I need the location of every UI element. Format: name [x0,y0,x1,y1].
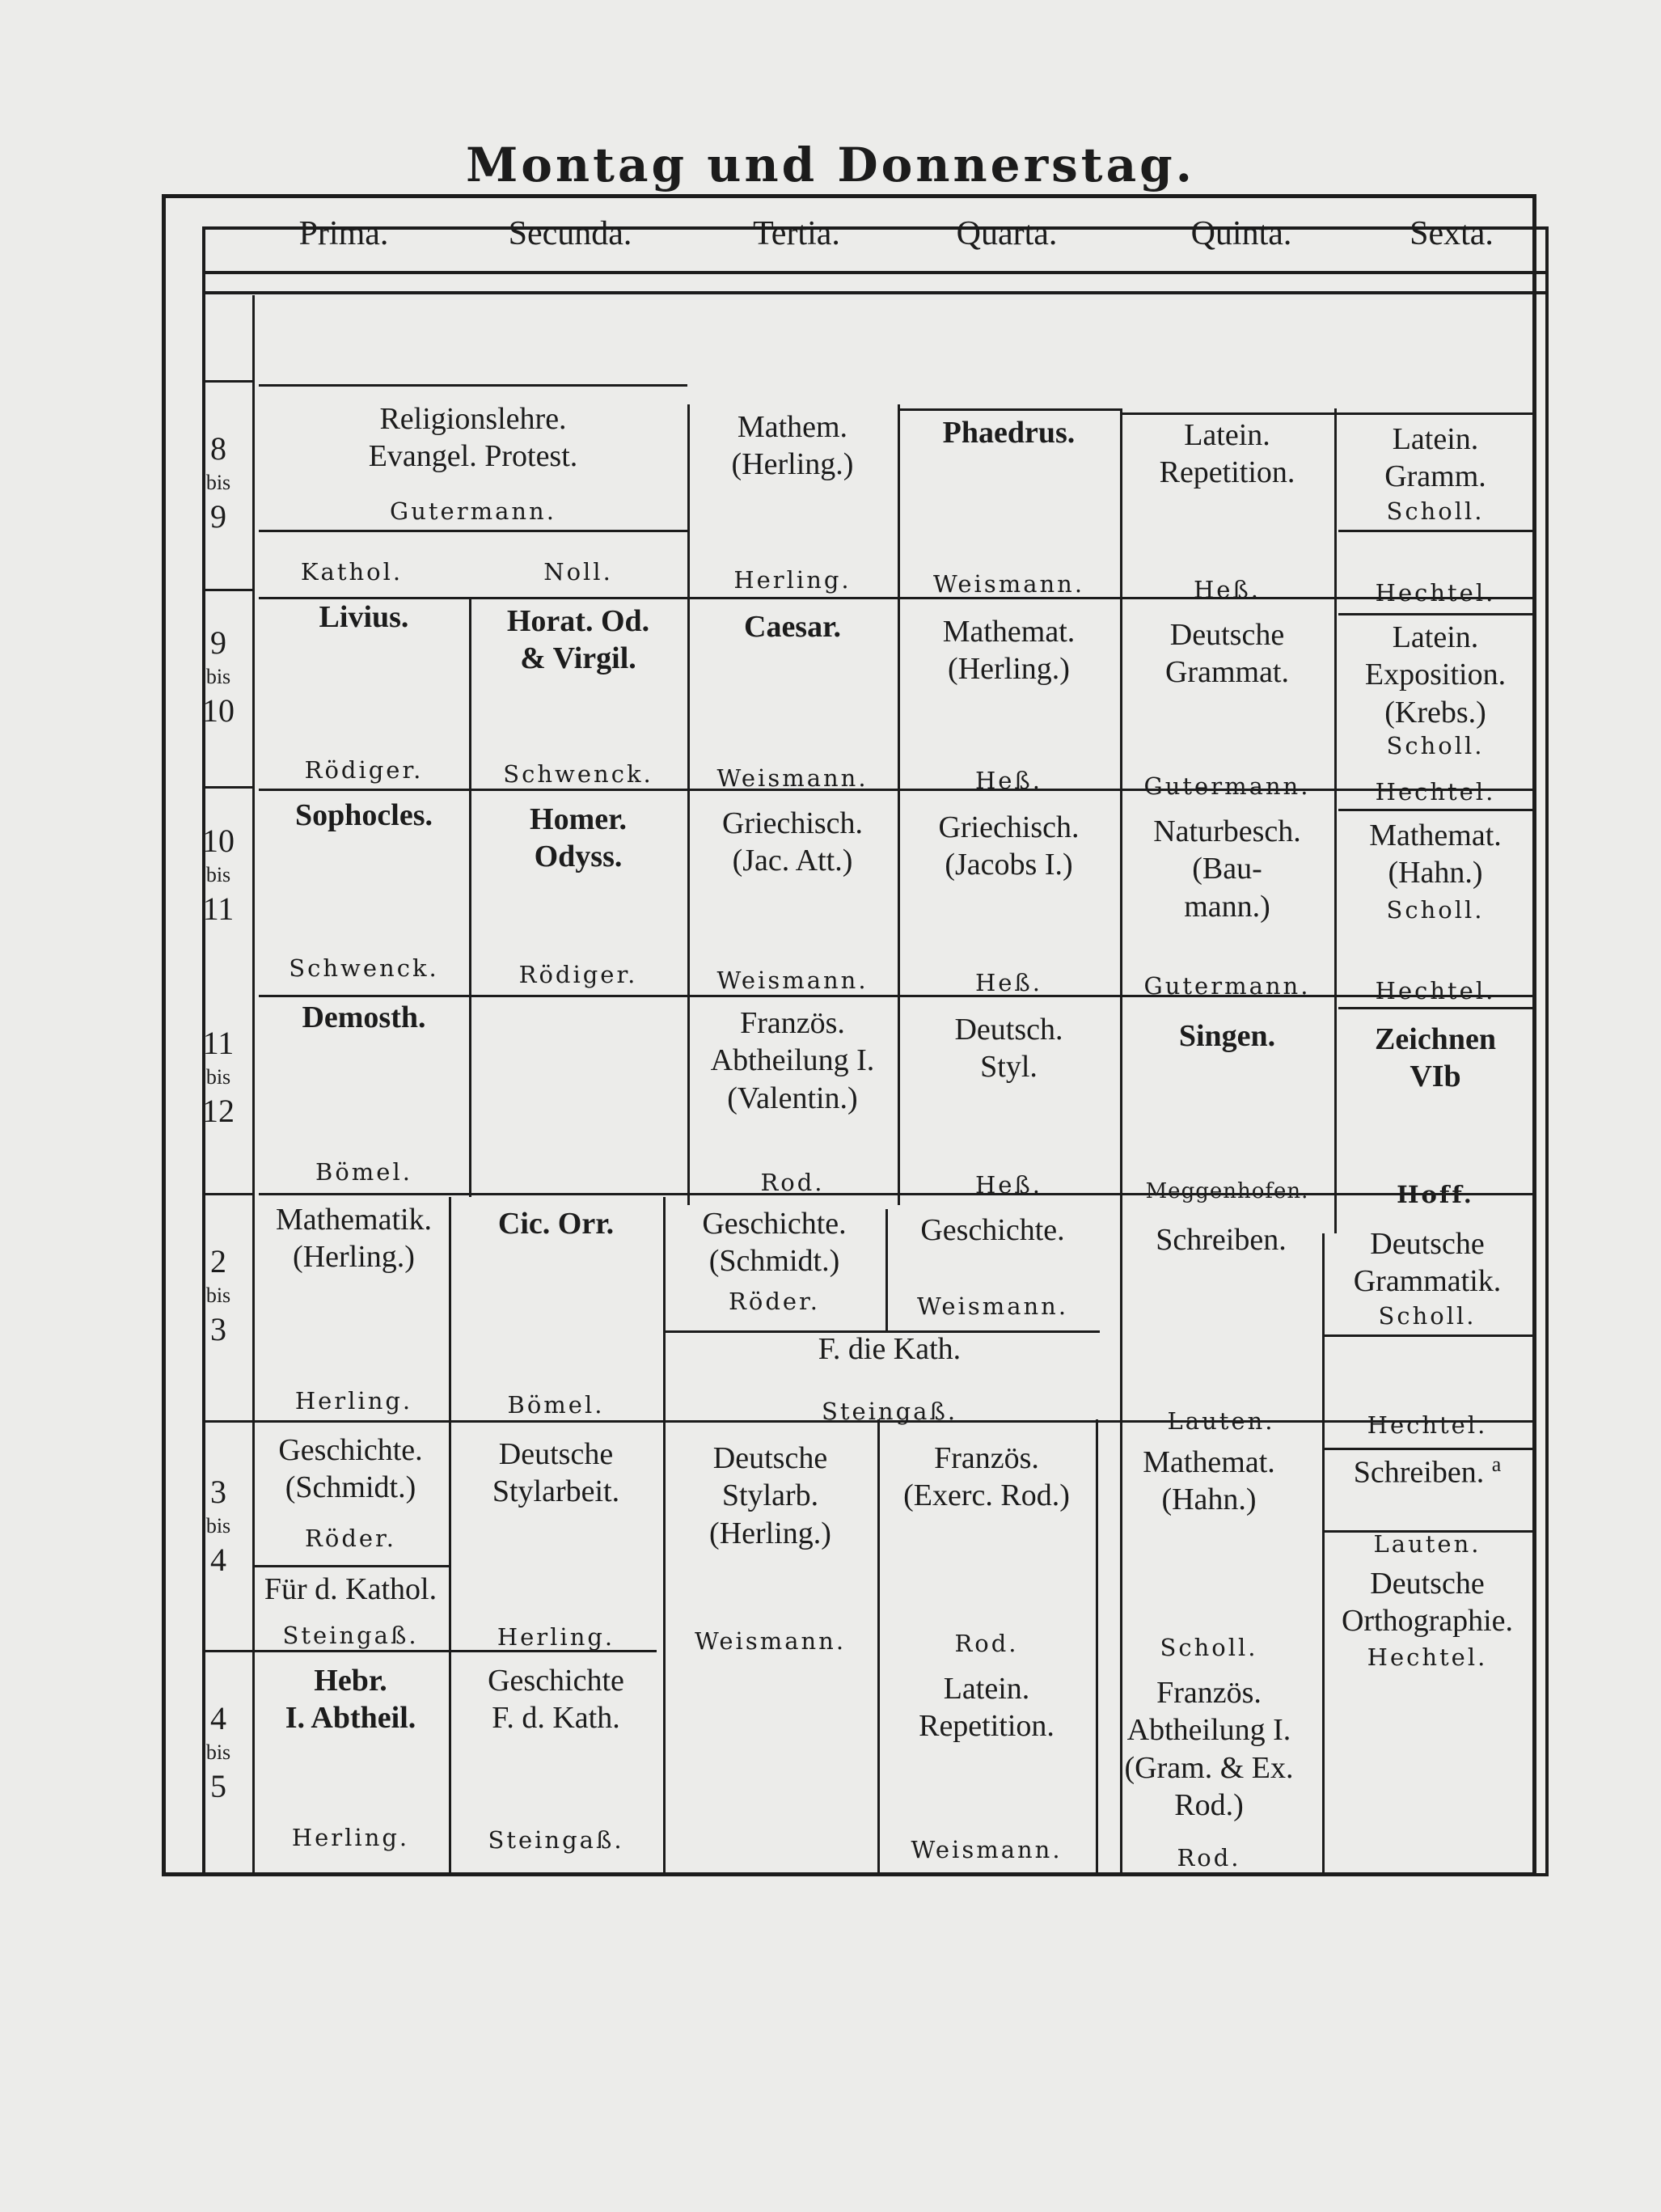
row-rule [259,384,687,387]
subject-cell: Geschichte. (Schmidt.) [702,1207,847,1279]
subject-cell: F. die Kath. [818,1332,962,1366]
teacher-label: Rödiger. [304,756,424,784]
subject-cell: Demosth. [302,1000,426,1034]
teacher-label: Weismann. [916,1292,1069,1320]
col-header-tertia: Tertia. [753,215,840,252]
subject-cell: Homer. Odyss. [530,802,627,874]
teacher-label: Steingaß. [821,1398,958,1425]
time-row-rule [202,380,252,383]
subject-cell: Deutsche Orthographie. [1341,1567,1514,1639]
teacher-label: Weismann. [716,966,869,994]
row-rule [1338,613,1532,615]
teacher-label: Meggenhofen. [1145,1179,1309,1203]
header-rule [202,271,1549,274]
teacher-label: Rödiger. [518,961,638,988]
subject-cell: Latein. Exposition. (Krebs.) [1364,620,1507,730]
teacher-label: Heß. [974,767,1043,794]
row-rule [1338,809,1532,811]
teacher-label: Weismann. [932,570,1085,598]
teacher-label: Rod. [1177,1844,1241,1872]
subject-cell: Caesar. [744,610,841,644]
teacher-label: Herling. [294,1387,413,1415]
subject-cell: Phaedrus. [942,416,1076,450]
subject-cell: Cic. Orr. [497,1207,615,1241]
teacher-label: Scholl. [1386,896,1485,924]
teacher-label: Steingaß. [488,1826,624,1854]
subject-cell: Deutsche Grammatik. [1353,1227,1502,1299]
subject-cell: Singen. [1178,1019,1276,1053]
subject-cell: Religionslehre. Evangel. Protest. [368,402,578,474]
time-row-rule [202,589,252,591]
teacher-label: Weismann. [694,1627,847,1655]
subject-cell: Mathemat. (Hahn.) [1369,818,1502,890]
subject-cell: Geschichte F. d. Kath. [488,1664,624,1736]
column-divider [449,1197,451,1876]
teacher-label: Scholl. [1386,497,1485,525]
time-slot: 11 bis 12 [202,1025,235,1129]
subject-cell: Französ. (Exerc. Rod.) [903,1441,1070,1513]
teacher-label: Bömel. [315,1158,412,1186]
subject-cell: Schreiben. [1156,1223,1287,1257]
subject-cell: Mathemat. (Hahn.) [1143,1445,1275,1517]
subject-cell: Latein. Repetition. [919,1672,1055,1744]
teacher-label: Gutermann. [1143,772,1311,800]
teacher-label: Gutermann. [390,497,556,525]
teacher-label: Weismann. [716,764,869,792]
column-divider [1334,408,1337,1233]
teacher-label: Bömel. [507,1391,605,1419]
time-row-rule [202,786,252,789]
subject-cell: Hebr. I. Abtheil. [285,1664,416,1736]
teacher-label: Weismann. [911,1836,1063,1863]
teacher-label: Herling. [497,1623,615,1651]
teacher-label: Hechtel. [1375,778,1496,806]
teacher-label: Kathol. [300,558,404,586]
teacher-label: Herling. [733,566,852,594]
teacher-label: Herling. [291,1824,410,1851]
time-slot: 3 bis 4 [205,1474,231,1578]
time-row-rule [202,1420,252,1423]
time-row-rule [202,1650,252,1652]
subject-cell: Schreiben. $^a$ [1353,1453,1502,1490]
time-row-rule [202,1193,252,1195]
subject-cell: Französ. Abtheilung I. (Valentin.) [710,1006,875,1115]
row-rule [252,1565,449,1567]
row-rule [1322,1334,1532,1337]
col-header-sexta: Sexta. [1410,215,1494,252]
subject-cell: Mathem. (Herling.) [731,410,854,482]
teacher-label: Scholl. [1378,1302,1477,1330]
col-header-secunda: Secunda. [508,215,632,252]
subject-cell: Latein. Repetition. [1159,418,1295,490]
subject-cell: Geschichte. [920,1213,1065,1247]
subject-cell: Deutsche Stylarbeit. [492,1437,620,1509]
teacher-label: Noll. [543,558,613,586]
subject-cell: Deutsch. Styl. [954,1013,1063,1085]
teacher-label: Gutermann. [1143,972,1311,1000]
row-rule [1338,1007,1532,1009]
teacher-label: Hechtel. [1367,1411,1488,1439]
teacher-label: Lauten. [1167,1407,1275,1435]
column-divider [469,598,471,1197]
row-rule [1120,412,1532,415]
subject-cell: Horat. Od. & Virgil. [506,604,650,676]
teacher-label: Heß. [974,1171,1043,1199]
teacher-label: Rod. [954,1630,1019,1657]
subject-cell: Livius. [319,600,409,634]
col-header-quarta: Quarta. [956,215,1058,252]
row-rule [1338,530,1532,532]
row-rule [1322,1448,1532,1450]
subject-cell: Mathemat. (Herling.) [942,615,1076,687]
subject-cell: Latein. Gramm. [1384,422,1486,494]
subject-cell: Zeichnen VIb [1375,1022,1496,1094]
subject-cell: Griechisch. (Jac. Att.) [721,806,864,878]
teacher-label: Heß. [974,969,1043,996]
footnote-mark: a [1491,1453,1502,1476]
teacher-label: Hechtel. [1375,579,1496,607]
page-title: Montag und Donnerstag. [466,137,1195,192]
subject-cell: Französ. Abtheilung I. (Gram. & Ex. Rod.) [1124,1676,1294,1823]
teacher-label: Hechtel. [1375,977,1496,1004]
teacher-label: Hechtel. [1367,1643,1488,1671]
subject-cell: Mathematik. (Herling.) [275,1203,433,1275]
time-slot: 2 bis 3 [205,1243,231,1347]
col-header-quinta: Quinta. [1190,215,1292,252]
teacher-label: Heß. [1193,576,1262,603]
time-slot: 8 bis 9 [205,430,231,535]
subject-cell: Griechisch. (Jacobs I.) [938,810,1080,882]
time-slot: 9 bis 10 [202,624,235,729]
teacher-label: Röder. [729,1288,820,1315]
teacher-label: Schwenck. [289,954,439,982]
teacher-label: Scholl. [1386,732,1485,759]
teacher-label: Scholl. [1160,1634,1258,1661]
time-slot: 10 bis 11 [202,823,235,927]
row-rule [259,530,687,532]
teacher-label: Lauten. [1373,1530,1481,1558]
teacher-label: Rod. [760,1169,825,1196]
teacher-label: Steingaß. [282,1622,419,1649]
subject-cell: Deutsche Grammat. [1164,618,1289,690]
subject-cell: Sophocles. [295,798,433,832]
teacher-label: Röder. [305,1525,396,1552]
subject-cell: Geschichte. (Schmidt.) [278,1433,423,1505]
col-header-prima: Prima. [298,215,389,252]
subject-cell: Für d. Kathol. [264,1572,437,1606]
subject-cell: Deutsche Stylarb. (Herling.) [709,1441,831,1550]
time-slot: 4 bis 5 [205,1700,231,1804]
teacher-label: Hoff. [1397,1181,1474,1208]
teacher-label: Schwenck. [503,760,653,788]
row-rule [898,408,1120,411]
subject-cell: Naturbesch. (Bau- mann.) [1153,814,1301,924]
header-rule [202,291,1549,294]
